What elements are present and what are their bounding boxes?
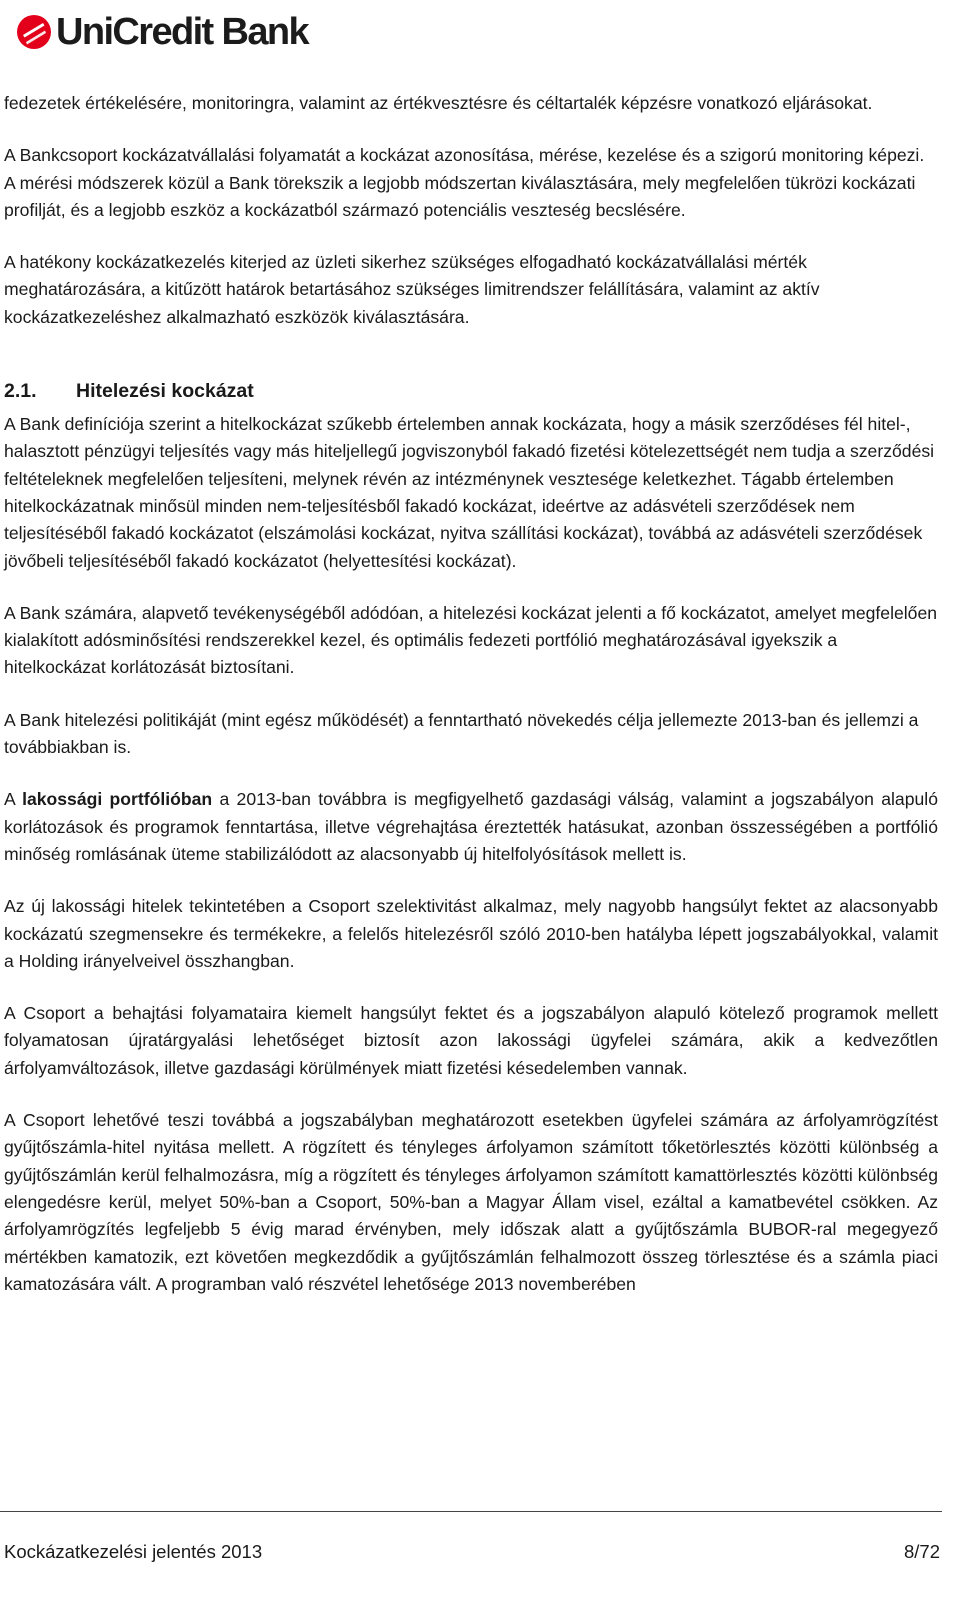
paragraph-10: A Csoport lehetővé teszi továbbá a jogszabályban meghatározott esetekben ügyfelei számára az árfolyamrögzítést gyűjtőszámla-hitel nyitása mellett. A rögzített és tényleges árfolyamon számított tőketörlesztés közötti különbség a gyűjtőszámlán kerül felhalmozásra, míg a rögzített és tényleges árfolyamon számított kamattörlesztés közötti különbség elengedésre kerül, melyet 50%-ban a Csoport, 50%-ban a Magyar Állam visel, ezáltal a kamatbevétel csökken. Az árfolyamrögzítés legfeljebb 5 évig marad érvényben, mely időszak alatt a gyűjtőszámla BUBOR-ral megegyező mértékben kamatozik, ezt követően megkezdődik a gyűjtőszámlán felhalmozott összeg törlesztése és a számla piaci kamatozására vált. A programban való részvétel lehetősége 2013 novemberében [4, 1110, 938, 1294]
unicredit-logo-icon [16, 14, 52, 50]
paragraph-3: A hatékony kockázatkezelés kiterjed az üzleti sikerhez szükséges elfogadható kockázatvállalási mérték meghatározására, a kitűzött határok betartásához szükséges limitrendszer felállítására, valamint az aktív kockázatkezeléshez alkalmazható eszközök kiválasztására. [4, 252, 820, 327]
section-heading [4, 377, 938, 405]
paragraph-1: fedezetek értékelésére, monitoringra, valamint az értékvesztésre és céltartalék képzésre vonatkozó eljárásokat. [4, 93, 873, 113]
paragraph-5: A Bank számára, alapvető tevékenységéből adódóan, a hitelezési kockázat jelenti a fő kockázatot, amelyet megfelelően kialakított adósminősítési rendszerekkel kezel, és optimális fedezeti portfólió meghatározásával igyekszik a hitelkockázat korlátozását biztosítani. [4, 602, 938, 678]
paragraph-7 [4, 786, 938, 868]
paragraph-9: A Csoport a behajtási folyamataira kiemelt hangsúlyt fektet és a jogszabályon alapuló kötelező programok mellett folyamatosan újratárgyalási lehetőséget biztosít azon lakossági ügyfelei számára, akik a kedvezőtlen árfolyamváltozások, illetve gazdasági körülmények miatt fizetési késedelemben vannak. [4, 1003, 938, 1078]
paragraph-7-pre: A [4, 789, 23, 810]
page-number: 8/72 [903, 1541, 940, 1562]
footer-divider [0, 1511, 942, 1512]
paragraph-4: A Bank definíciója szerint a hitelkockázat szűkebb értelemben annak kockázata, hogy a másik szerződéses fél hitel-, halasztott pénzügyi teljesítés vagy más hiteljellegű jogviszonyból fakadó fizetési kötelezettségét nem tudja a szerződési feltételeknek megfelelően teljesíteni, melynek révén az intézménynek vesztesége keletkezhet. Tágabb értelemben hitelkockázatnak minősül minden nem-teljesítésből fakadó kockázat, ideértve az adásvételi szerződések nem teljesítéséből fakadó kockázatot (elszámolási kockázat, nyitva szállítási kockázat), továbbá az adásvételi szerződések jövőbeli teljesítéséből fakadó kockázatot (helyettesítési kockázat). [4, 414, 935, 571]
footer-title: Kockázatkezelési jelentés 2013 [4, 1541, 263, 1562]
paragraph-7-post: a 2013-ban továbbra is megfigyelhető gazdasági válság, valamint a jogszabályon alapuló korlátozások és programok fenntartása, illetve végrehajtása éreztették hatásukat, azonban összességében a portfólió minőség romlásának üteme stabilizálódott az alacsonyabb új hitelfolyósítások mellett is. [4, 789, 938, 864]
paragraph-7-bold: lakossági portfólióban [22, 789, 213, 810]
unicredit-logo [16, 6, 308, 58]
paragraph-8: Az új lakossági hitelek tekintetében a Csoport szelektivitást alkalmaz, mely nagyobb hangsúlyt fektet az alacsonyabb kockázatú szegmensekre és termékekre, a felelős hitelezésről szóló 2010-ben hatályba lépett jogszabályokkal, valamit a Holding irányelveivel összhangban. [4, 896, 938, 971]
document-body [4, 90, 938, 1298]
section-number: 2.1. [4, 380, 37, 403]
logo-text: UniCredit Bank [56, 11, 309, 53]
section-title: Hitelezési kockázat [76, 380, 254, 403]
paragraph-6: A Bank hitelezési politikáját (mint egész működését) a fenntartható növekedés célja jellemezte 2013-ban és jellemzi a továbbiakban is. [4, 709, 919, 758]
paragraph-2: A Bankcsoport kockázatvállalási folyamatát a kockázat azonosítása, mérése, kezelése és a szigorú monitoring képezi. A mérési módszerek közül a Bank törekszik a legjobb módszertan kiválasztására, mely megfelelően tükrözi kockázati profilját, és a legjobb eszköz a kockázatból származó potenciális veszteség becslésére. [4, 145, 925, 220]
